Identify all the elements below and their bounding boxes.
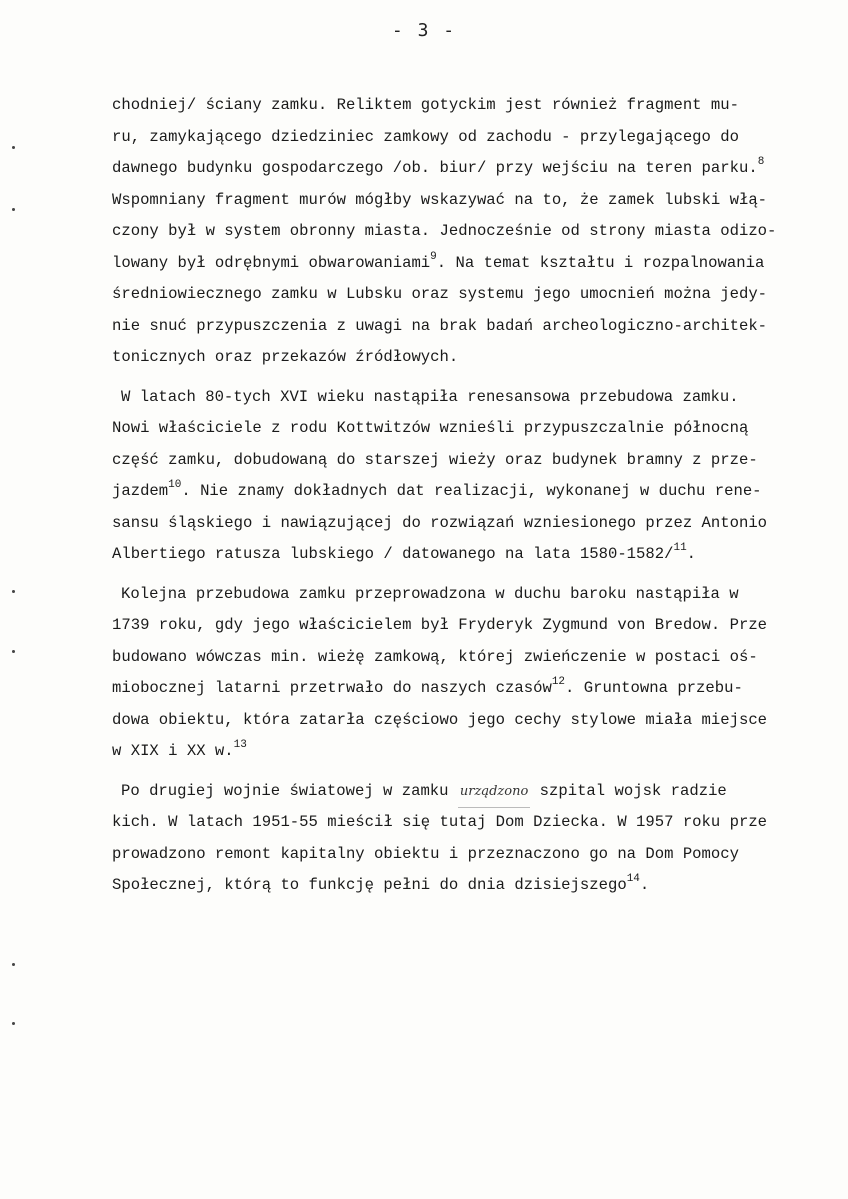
line-text: jazdem bbox=[112, 482, 169, 500]
text-line bbox=[112, 90, 824, 122]
text-line bbox=[112, 279, 824, 311]
text-line bbox=[112, 642, 824, 674]
line-text: tonicznych oraz przekazów źródłowych. bbox=[112, 348, 459, 366]
text-line bbox=[112, 776, 824, 808]
line-text: Społecznej, którą to funkcję pełni do dnia dzisiejszego bbox=[112, 876, 627, 894]
text-line bbox=[112, 610, 824, 642]
footnote-ref: 8 bbox=[757, 156, 765, 168]
text-line bbox=[112, 870, 824, 902]
text-line bbox=[112, 311, 824, 343]
line-text: ru, zamykającego dziedziniec zamkowy od zachodu - przylegającego do bbox=[112, 127, 739, 146]
line-text: miobocznej latarni przetrwało do naszych czasów bbox=[112, 679, 552, 697]
line-text-after: . Gruntowna przebu- bbox=[565, 679, 743, 697]
text-line bbox=[112, 476, 824, 508]
line-text: sansu śląskiego i nawiązującej do rozwiązań wzniesionego przez Antonio bbox=[112, 513, 768, 532]
paragraph bbox=[112, 579, 824, 768]
line-text: średniowiecznego zamku w Lubsku oraz systemu jego umocnień można jedy- bbox=[112, 285, 768, 303]
margin-mark bbox=[12, 208, 15, 211]
line-text: Wspomniany fragment murów mógłby wskazywać na to, że zamek lubski włą- bbox=[112, 190, 768, 209]
footnote-ref: 13 bbox=[233, 739, 247, 751]
margin-mark bbox=[12, 590, 15, 593]
line-text: Kolejna przebudowa zamku przeprowadzona w duchu baroku nastąpiła w bbox=[121, 584, 739, 603]
line-text: Po drugiej wojnie światowej w zamku bbox=[121, 781, 458, 800]
margin-mark bbox=[12, 650, 15, 653]
line-text: prowadzono remont kapitalny obiektu i przeznaczono go na Dom Pomocy bbox=[112, 844, 739, 863]
line-text: 1739 roku, gdy jego właścicielem był Fryderyk Zygmund von Bredow. Prze bbox=[112, 616, 768, 634]
paragraph-gap bbox=[112, 768, 824, 776]
text-line bbox=[112, 342, 824, 374]
line-text: w XIX i XX w. bbox=[112, 742, 234, 760]
paragraph-gap bbox=[112, 374, 824, 382]
line-text-after: . bbox=[639, 876, 650, 894]
line-text: chodniej/ ściany zamku. Reliktem gotyckim jest również fragment mu- bbox=[112, 96, 739, 114]
footnote-ref: 10 bbox=[168, 479, 182, 491]
line-text: Albertiego ratusza lubskiego / datowanego na lata 1580-1582/ bbox=[112, 545, 674, 563]
body-text bbox=[112, 90, 824, 902]
line-text: W latach 80-tych XVI wieku nastąpiła renesansowa przebudowa zamku. bbox=[121, 387, 739, 406]
text-line bbox=[112, 122, 824, 154]
footnote-ref: 12 bbox=[551, 676, 566, 688]
line-text: nie snuć przypuszczenia z uwagi na brak badań archeologiczno-architek- bbox=[112, 316, 768, 335]
text-line bbox=[112, 185, 824, 217]
line-text: część zamku, dobudowaną do starszej wieży oraz budynek bramny z prze- bbox=[112, 450, 758, 469]
paragraph bbox=[112, 382, 824, 571]
line-text: czony był w system obronny miasta. Jednocześnie od strony miasta odizo- bbox=[112, 222, 777, 240]
margin-mark bbox=[12, 963, 15, 966]
margin-mark bbox=[12, 146, 15, 149]
line-text: kich. W latach 1951-55 mieścił się tutaj Dom Dziecka. W 1957 roku prze bbox=[112, 813, 768, 831]
text-line bbox=[112, 216, 824, 248]
text-line bbox=[112, 248, 824, 280]
line-text-after: . Na temat kształtu i rozpalnowania bbox=[436, 253, 765, 272]
text-line bbox=[112, 579, 824, 611]
line-text-after: . bbox=[686, 545, 697, 563]
line-text: lowany był odrębnymi obwarowaniami bbox=[112, 253, 431, 272]
text-line bbox=[112, 839, 824, 871]
text-line bbox=[112, 508, 824, 540]
line-text-after: . Nie znamy dokładnych dat realizacji, wykonanej w duchu rene- bbox=[181, 482, 762, 500]
paragraph bbox=[112, 90, 824, 374]
margin-mark bbox=[12, 1022, 15, 1025]
footnote-ref: 11 bbox=[673, 542, 687, 554]
paragraph bbox=[112, 776, 824, 902]
line-text: dowa obiektu, która zatarła częściowo jego cechy stylowe miała miejsce bbox=[112, 710, 768, 729]
text-line bbox=[112, 445, 824, 477]
footnote-ref: 14 bbox=[626, 873, 640, 885]
footnote-ref: 9 bbox=[430, 250, 437, 263]
text-line bbox=[112, 807, 824, 839]
text-line bbox=[112, 539, 824, 571]
handwritten-insert: urządzono bbox=[458, 776, 530, 809]
text-line bbox=[112, 736, 824, 768]
line-text-after: szpital wojsk radzie bbox=[530, 781, 727, 800]
text-line bbox=[112, 413, 824, 445]
page-number: - 3 - bbox=[391, 20, 457, 41]
line-text: Nowi właściciele z rodu Kottwitzów wznieśli przypuszczalnie północną bbox=[112, 419, 749, 437]
line-text: budowano wówczas min. wieżę zamkową, której zwieńczenie w postaci oś- bbox=[112, 647, 758, 666]
text-line bbox=[112, 705, 824, 737]
paragraph-gap bbox=[112, 571, 824, 579]
line-text: dawnego budynku gospodarczego /ob. biur/ przy wejściu na teren parku. bbox=[112, 159, 758, 177]
text-line bbox=[112, 673, 824, 705]
text-line bbox=[112, 382, 824, 414]
text-line bbox=[112, 153, 824, 185]
